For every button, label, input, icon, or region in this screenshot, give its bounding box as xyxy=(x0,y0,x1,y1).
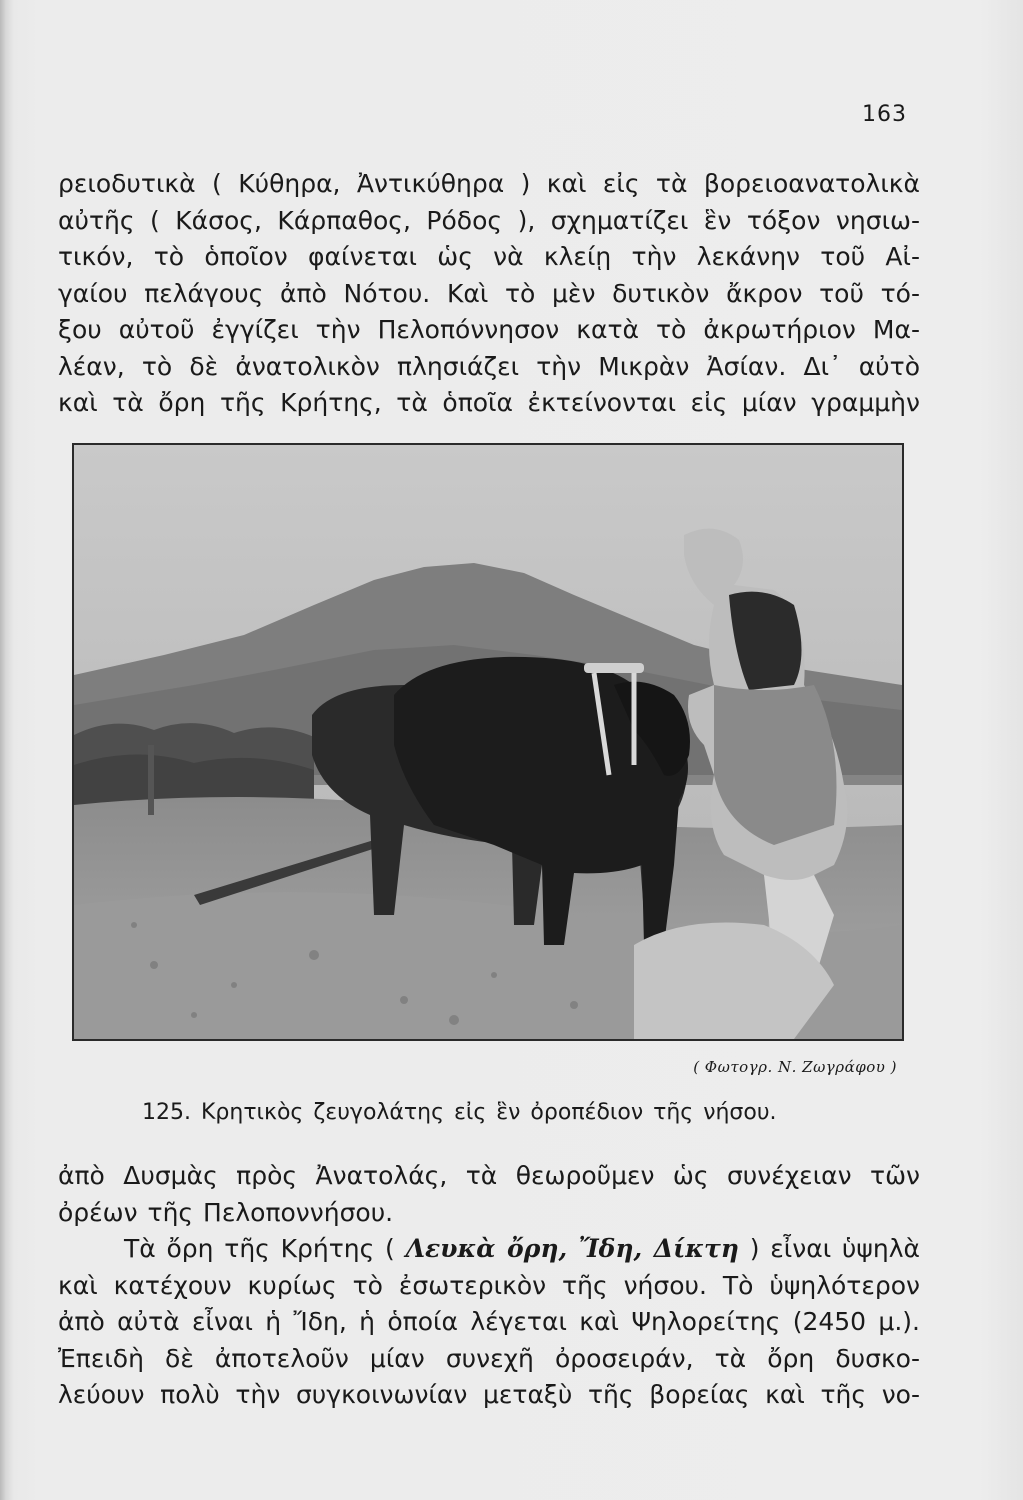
text-line: ἀπὸ Δυσμὰς πρὸς Ἀνατολάς, τὰ θεωροῦμεν ὡς συνέχειαν τῶν xyxy=(58,1161,920,1190)
bottom-paragraph xyxy=(58,1158,920,1414)
top-paragraph xyxy=(58,166,920,422)
page-number: 163 xyxy=(862,102,907,127)
text-line: ρειοδυτικὰ ( Κύθηρα, Ἀντικύθηρα ) καὶ εἰς τὰ βορειοανατολικὰ xyxy=(58,169,920,198)
text-line: καὶ τὰ ὄρη τῆς Κρήτης, τὰ ὁποῖα ἐκτείνονται εἰς μίαν γραμμὴν xyxy=(58,388,920,417)
photograph-farmer-with-oxen xyxy=(72,443,904,1041)
mountain-names-emphasis: Λευκὰ ὄρη, Ἴδη, Δίκτη xyxy=(405,1234,739,1263)
text-fragment: ) εἶναι ὑψηλὰ xyxy=(749,1234,920,1263)
text-line: ξου αὐτοῦ ἐγγίζει τὴν Πελοπόννησον κατὰ τὸ ἀκρωτήριον Μα- xyxy=(58,315,920,344)
text-line: λεύουν πολὺ τὴν συγκοινωνίαν μεταξὺ τῆς βορείας καὶ τῆς νο- xyxy=(58,1380,920,1409)
text-line: καὶ κατέχουν κυρίως τὸ ἐσωτερικὸν τῆς νήσου. Τὸ ὑψηλότερον xyxy=(58,1270,920,1300)
text-line: αὐτῆς ( Κάσος, Κάρπαθος, Ρόδος ), σχηματίζει ἓν τόξον νησιω- xyxy=(58,205,920,235)
text-line: ἀπὸ αὐτὰ εἶναι ἡ Ἴδη, ἡ ὁποία λέγεται καὶ Ψηλορείτης (2450 μ.). xyxy=(58,1307,920,1336)
text-line: λέαν, τὸ δὲ ἀνατολικὸν πλησιάζει τὴν Μικρὰν Ἀσίαν. Δι᾽ αὐτὸ xyxy=(58,351,920,381)
text-line: Ἐπειδὴ δὲ ἀποτελοῦν μίαν συνεχῆ ὀροσειράν, τὰ ὄρη δυσκο- xyxy=(58,1343,920,1373)
figure-caption: 125. Κρητικὸς ζευγολάτης εἰς ἓν ὀροπέδιον τῆς νήσου. xyxy=(142,1100,777,1125)
text-line: γαίου πελάγους ἀπὸ Νότου. Καὶ τὸ μὲν δυτικὸν ἄκρον τοῦ τό- xyxy=(58,278,920,308)
photo-credit: ( Φωτογρ. Ν. Ζωγράφου ) xyxy=(693,1058,897,1076)
text-line: ὀρέων τῆς Πελοποννήσου. xyxy=(58,1197,394,1227)
text-line: τικόν, τὸ ὁποῖον φαίνεται ὡς νὰ κλείῃ τὴν λεκάνην τοῦ Αἰ- xyxy=(58,242,920,271)
text-line-with-emphasis xyxy=(58,1231,920,1268)
text-fragment: Τὰ ὄρη τῆς Κρήτης ( xyxy=(124,1234,395,1263)
